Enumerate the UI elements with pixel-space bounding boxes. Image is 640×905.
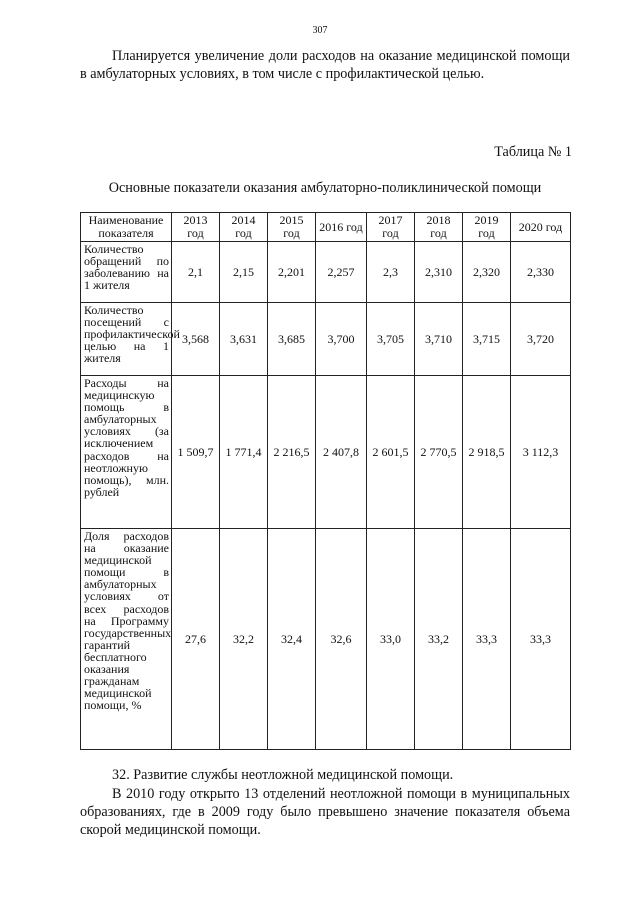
- page-number: 307: [312, 25, 328, 36]
- column-header-year: 2019 год: [463, 213, 511, 242]
- indicator-value: 2 601,5: [367, 376, 415, 529]
- indicator-value: 3,685: [268, 303, 316, 376]
- indicator-value: 33,2: [415, 529, 463, 750]
- indicator-name: Количество посещений с профилактической целью на 1 жителя: [81, 303, 172, 376]
- indicator-value: 3,710: [415, 303, 463, 376]
- table-row: [81, 303, 571, 376]
- indicator-value: 2,3: [367, 242, 415, 303]
- table-row: [81, 376, 571, 529]
- intro-paragraph: Планируется увеличение доли расходов на оказание медицинской помощи в амбулаторных условиях, в том числе с профилактической целью.: [80, 48, 570, 82]
- indicator-value: 3,700: [316, 303, 367, 376]
- table-header-row: [81, 213, 571, 242]
- column-header-year: 2017 год: [367, 213, 415, 242]
- section-title: 32. Развитие службы неотложной медицинской помощи.: [112, 767, 454, 783]
- indicator-value: 2,320: [463, 242, 511, 303]
- column-header-year: 2020 год: [511, 213, 571, 242]
- table-row: [81, 529, 571, 750]
- table-number-label: Таблица № 1: [494, 144, 572, 160]
- indicator-value: 2 770,5: [415, 376, 463, 529]
- indicator-value: 3,631: [220, 303, 268, 376]
- indicator-value: 1 771,4: [220, 376, 268, 529]
- indicator-value: 2,257: [316, 242, 367, 303]
- column-header-year: 2018 год: [415, 213, 463, 242]
- indicator-value: 32,6: [316, 529, 367, 750]
- column-header-year: 2013 год: [172, 213, 220, 242]
- indicator-value: 2 407,8: [316, 376, 367, 529]
- indicator-value: 33,3: [511, 529, 571, 750]
- indicator-value: 3,705: [367, 303, 415, 376]
- indicator-value: 3,715: [463, 303, 511, 376]
- indicator-value: 1 509,7: [172, 376, 220, 529]
- indicator-value: 32,2: [220, 529, 268, 750]
- section-paragraph: В 2010 году открыто 13 отделений неотложной помощи в муниципальных образованиях, где в 2009 году было превышено значение показателя объема скорой медицинской помощи.: [80, 786, 570, 838]
- column-header-year: 2016 год: [316, 213, 367, 242]
- indicator-value: 33,3: [463, 529, 511, 750]
- indicator-name: Доля расходов на оказание медицинской помощи в амбулаторных условиях от всех расходов на Программу государственных гарантий бесплатного оказания гражданам медицинской помощи, %: [81, 529, 172, 750]
- indicator-value: 33,0: [367, 529, 415, 750]
- column-header-name: Наименование показателя: [81, 213, 172, 242]
- indicator-value: 2,310: [415, 242, 463, 303]
- indicator-value: 2,1: [172, 242, 220, 303]
- indicator-name: Количество обращений по заболеванию на 1 жителя: [81, 242, 172, 303]
- indicator-value: 27,6: [172, 529, 220, 750]
- table-row: [81, 242, 571, 303]
- indicator-value: 2 918,5: [463, 376, 511, 529]
- indicator-value: 32,4: [268, 529, 316, 750]
- indicator-value: 2,330: [511, 242, 571, 303]
- indicator-value: 3 112,3: [511, 376, 571, 529]
- indicator-value: 2 216,5: [268, 376, 316, 529]
- column-header-year: 2014 год: [220, 213, 268, 242]
- indicator-value: 3,720: [511, 303, 571, 376]
- table-caption: Основные показатели оказания амбулаторно-поликлинической помощи: [108, 180, 542, 196]
- indicator-value: 2,201: [268, 242, 316, 303]
- indicator-name: Расходы на медицинскую помощь в амбулаторных условиях (за исключением расходов на неотложную помощь), млн. рублей: [81, 376, 172, 529]
- indicator-value: 2,15: [220, 242, 268, 303]
- indicator-value: 3,568: [172, 303, 220, 376]
- column-header-year: 2015 год: [268, 213, 316, 242]
- indicators-table: [80, 212, 571, 750]
